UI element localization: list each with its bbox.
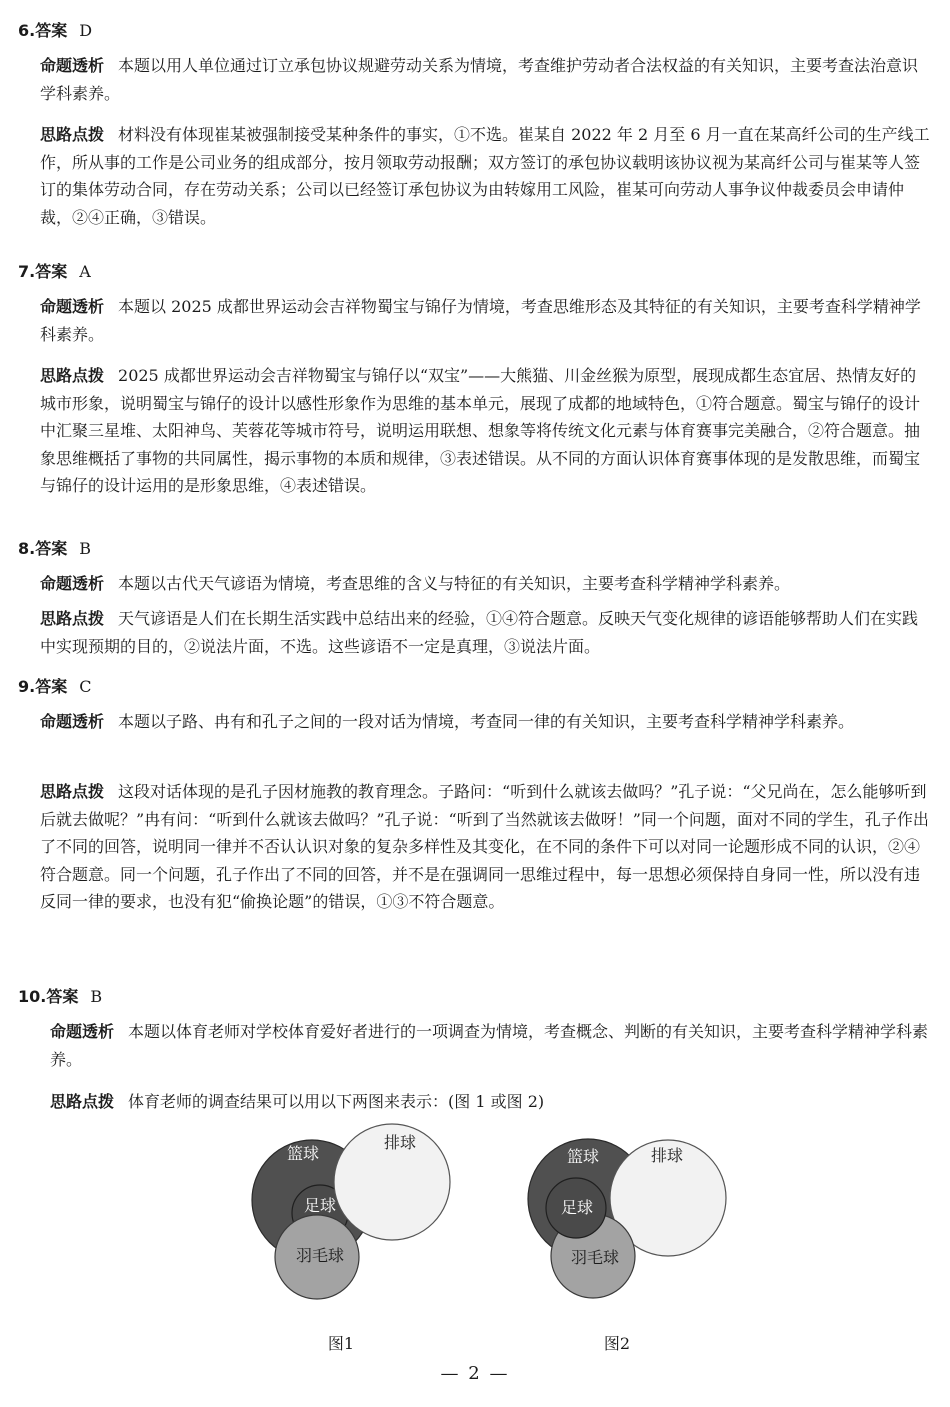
q7-answer: A bbox=[79, 262, 91, 281]
q7-solution bbox=[40, 362, 932, 500]
q10-analysis-label: 命题透析 bbox=[50, 1022, 115, 1041]
q6-solution bbox=[40, 121, 932, 231]
fig2-basketball-label: 篮球 bbox=[566, 1147, 600, 1166]
fig1-volleyball-label: 排球 bbox=[383, 1133, 417, 1152]
q8-analysis bbox=[40, 570, 932, 598]
figure-1 bbox=[252, 1124, 450, 1353]
q7-answer-label: 答案 bbox=[35, 262, 68, 281]
q9-answer: C bbox=[79, 677, 92, 696]
q7-analysis bbox=[40, 293, 932, 348]
venn-diagrams bbox=[240, 1118, 740, 1368]
fig2-football-label: 足球 bbox=[560, 1198, 594, 1217]
q10-analysis-text: 本题以体育老师对学校体育爱好者进行的一项调查为情境，考查概念、判断的有关知识，主要考查科学精神学科素养。 bbox=[50, 1022, 929, 1069]
q6-solution-text: 材料没有体现崔某被强制接受某种条件的事实，①不选。崔某自 2022 年 2 月至 6 月一直在某高纤公司的生产线工作，所从事的工作是公司业务的组成部分，按月领取劳动报酬；双方签订的承包协议载明该协议视为某高纤公司与崔某等人签订的集体劳动合同，存在劳动关系；公司以已经签订承包协议为由转嫁用工风险，崔某可向劳动人事争议仲裁委员会申请仲裁，②④正确，③错误。 bbox=[40, 125, 930, 227]
q9-analysis-label: 命题透析 bbox=[40, 712, 105, 731]
q8-analysis-text: 本题以古代天气谚语为情境，考查思维的含义与特征的有关知识，主要考查科学精神学科素养。 bbox=[118, 574, 791, 593]
q6-answer-label: 答案 bbox=[35, 21, 68, 40]
q6-analysis-text: 本题以用人单位通过订立承包协议规避劳动关系为情境，考查维护劳动者合法权益的有关知识，主要考查法治意识学科素养。 bbox=[40, 56, 919, 103]
fig1-basketball-label: 篮球 bbox=[286, 1144, 320, 1163]
q10-solution bbox=[50, 1088, 932, 1116]
q9-answer-label: 答案 bbox=[35, 677, 68, 696]
q7-analysis-label: 命题透析 bbox=[40, 297, 105, 316]
q7-solution-text: 2025 成都世界运动会吉祥物蜀宝与锦仔以“双宝”——大熊猫、川金丝猴为原型，展现成都生态宜居、热情友好的城市形象，说明蜀宝与锦仔的设计以感性形象作为思维的基本单元，展现了成都的地域特色，①符合题意。蜀宝与锦仔的设计中汇聚三星堆、太阳神鸟、芙蓉花等城市符号，说明运用联想、想象等将传统文化元素与体育赛事完美融合，②符合题意。抽象思维概括了事物的共同属性，揭示事物的本质和规律，③表述错误。从不同的方面认识体育赛事体现的是发散思维，而蜀宝与锦仔的设计运用的是形象思维，④表述错误。 bbox=[40, 366, 921, 496]
q6-analysis bbox=[40, 52, 932, 107]
q10-answer-label: 答案 bbox=[46, 987, 79, 1006]
q10-answer: B bbox=[90, 987, 103, 1006]
q9-solution-label: 思路点拨 bbox=[40, 782, 105, 801]
q8-solution bbox=[40, 605, 932, 660]
fig1-football-label: 足球 bbox=[303, 1196, 337, 1215]
q7-number: 7. bbox=[18, 262, 36, 281]
fig2-badminton-label: 羽毛球 bbox=[570, 1248, 620, 1267]
q8-solution-label: 思路点拨 bbox=[40, 609, 105, 628]
fig2-caption: 图2 bbox=[603, 1334, 631, 1353]
q6-answer: D bbox=[79, 21, 93, 40]
q7-answer-line bbox=[18, 261, 91, 283]
q6-answer-line bbox=[18, 20, 92, 42]
q10-solution-label: 思路点拨 bbox=[50, 1092, 115, 1111]
page-number: — 2 — bbox=[440, 1363, 510, 1384]
q9-solution-text: 这段对话体现的是孔子因材施教的教育理念。子路问：“听到什么就该去做吗？”孔子说：“父兄尚在，怎么能够听到后就去做呢？”冉有问：“听到什么就该去做吗？”孔子说：“听到了当然就该去做呀！”同一个问题，面对不同的学生，孔子作出了不同的回答，说明同一律并不否认认识对象的复杂多样性及其变化，在不同的条件下可以对同一论题形成不同的认识，②④符合题意。同一个问题，孔子作出了不同的回答，并不是在强调同一思维过程中，每一思想必须保持自身同一性，所以没有违反同一律的要求，也没有犯“偷换论题”的错误，①③不符合题意。 bbox=[40, 782, 929, 912]
q8-solution-text: 天气谚语是人们在长期生活实践中总结出来的经验，①④符合题意。反映天气变化规律的谚语能够帮助人们在实践中实现预期的目的，②说法片面，不选。这些谚语不一定是真理，③说法片面。 bbox=[40, 609, 919, 656]
q9-analysis bbox=[40, 708, 932, 736]
q6-solution-label: 思路点拨 bbox=[40, 125, 105, 144]
q9-analysis-text: 本题以子路、冉有和孔子之间的一段对话为情境，考查同一律的有关知识，主要考查科学精神学科素养。 bbox=[118, 712, 855, 731]
fig2-volleyball-label: 排球 bbox=[650, 1146, 684, 1165]
fig1-caption: 图1 bbox=[327, 1334, 355, 1353]
q8-answer: B bbox=[79, 539, 91, 558]
q8-analysis-label: 命题透析 bbox=[40, 574, 105, 593]
q9-solution bbox=[40, 778, 932, 916]
figure-2 bbox=[528, 1139, 726, 1353]
q8-number: 8. bbox=[18, 539, 36, 558]
q10-analysis bbox=[50, 1018, 932, 1073]
q8-answer-line bbox=[18, 538, 91, 560]
q7-solution-label: 思路点拨 bbox=[40, 366, 105, 385]
q9-number: 9. bbox=[18, 677, 36, 696]
q10-number: 10. bbox=[18, 987, 47, 1006]
q6-analysis-label: 命题透析 bbox=[40, 56, 105, 75]
q9-answer-line bbox=[18, 676, 91, 698]
q7-analysis-text: 本题以 2025 成都世界运动会吉祥物蜀宝与锦仔为情境，考查思维形态及其特征的有关知识，主要考查科学精神学科素养。 bbox=[40, 297, 921, 344]
q6-number: 6. bbox=[18, 21, 36, 40]
q10-solution-text: 体育老师的调查结果可以用以下两图来表示：(图 1 或图 2) bbox=[128, 1092, 545, 1111]
q10-answer-line bbox=[18, 986, 102, 1008]
fig1-badminton-label: 羽毛球 bbox=[295, 1246, 345, 1265]
q8-answer-label: 答案 bbox=[35, 539, 68, 558]
